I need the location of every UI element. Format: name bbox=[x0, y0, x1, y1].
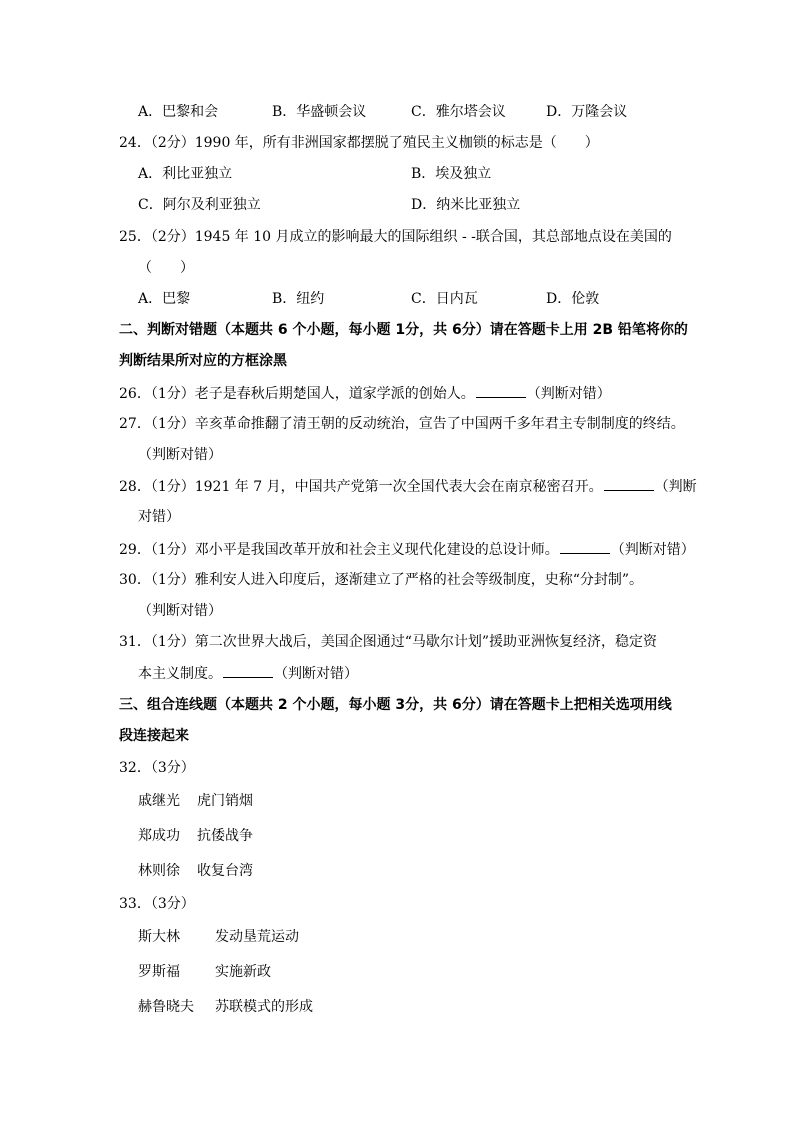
q24-option-a: A．利比亚独立 bbox=[138, 166, 233, 182]
q33-right-3: 苏联模式的形成 bbox=[215, 999, 313, 1015]
q24-option-c: C．阿尔及利亚独立 bbox=[138, 197, 261, 213]
q27-line2: （判断对错） bbox=[138, 447, 222, 463]
q24-stem: 24．（2分）1990 年，所有非洲国家都摆脱了殖民主义枷锁的标志是（ ） bbox=[119, 135, 599, 151]
q25-stem-line2: （ ） bbox=[138, 260, 194, 276]
section3-heading-line2: 段连接起来 bbox=[119, 728, 189, 744]
q26 bbox=[119, 384, 611, 403]
q33-stem: 33．（3分） bbox=[119, 896, 195, 912]
answer-blank bbox=[223, 664, 273, 678]
q27-line1: 27．（1分）辛亥革命推翻了清王朝的反动统治，宣告了中国两千多年君主专制制度的终结。 bbox=[119, 416, 685, 432]
q25-option-d: D．伦敦 bbox=[546, 291, 600, 307]
q30-line2: （判断对错） bbox=[138, 603, 222, 619]
q33-left-3: 赫鲁晓夫 bbox=[138, 999, 194, 1015]
q29 bbox=[119, 540, 695, 559]
q25-stem-line1: 25．（2分）1945 年 10 月成立的影响最大的国际组织 - -联合国，其总部地点设在美国的 bbox=[119, 229, 672, 245]
q29-text: 29．（1分）邓小平是我国改革开放和社会主义现代化建设的总设计师。 bbox=[119, 542, 559, 558]
q33-left-1: 斯大林 bbox=[138, 929, 180, 945]
section2-heading-line1: 二、判断对错题（本题共 6 个小题，每小题 1分，共 6分）请在答题卡上用 2B 铅笔将你的 bbox=[119, 322, 688, 338]
q32-stem: 32．（3分） bbox=[119, 760, 195, 776]
q30-line1: 30．（1分）雅利安人进入印度后，逐渐建立了严格的社会等级制度，史称“分封制”。 bbox=[119, 572, 644, 588]
q32-left-3: 林则徐 bbox=[138, 863, 180, 879]
q28-suffix: （判断 bbox=[654, 479, 697, 495]
q25-option-c: C．日内瓦 bbox=[411, 291, 478, 307]
q23-option-d: D．万隆会议 bbox=[546, 104, 628, 120]
q33-left-2: 罗斯福 bbox=[138, 964, 180, 980]
q25-option-b: B．纽约 bbox=[272, 291, 325, 307]
answer-blank bbox=[560, 540, 610, 554]
q23-option-a: A．巴黎和会 bbox=[138, 104, 219, 120]
q32-right-1: 虎门销烟 bbox=[197, 793, 253, 809]
q28-text: 28．（1分）1921 年 7 月，中国共产党第一次全国代表大会在南京秘密召开。 bbox=[119, 479, 603, 495]
q32-right-3: 收复台湾 bbox=[197, 863, 253, 879]
q32-left-2: 郑成功 bbox=[138, 828, 180, 844]
q33-right-1: 发动垦荒运动 bbox=[215, 929, 299, 945]
answer-blank bbox=[476, 384, 526, 398]
answer-blank bbox=[604, 477, 654, 491]
q24-option-b: B．埃及独立 bbox=[411, 166, 492, 182]
q33-right-2: 实施新政 bbox=[215, 964, 271, 980]
q28-line2: 对错） bbox=[138, 509, 180, 525]
q29-suffix: （判断对错） bbox=[610, 542, 695, 558]
q24-option-d: D．纳米比亚独立 bbox=[411, 197, 521, 213]
section3-heading-line1: 三、组合连线题（本题共 2 个小题，每小题 3分，共 6分）请在答题卡上把相关选项用线 bbox=[119, 697, 672, 713]
q26-text: 26．（1分）老子是春秋后期楚国人，道家学派的创始人。 bbox=[119, 386, 475, 402]
q31-text: 本主义制度。 bbox=[138, 666, 222, 682]
q25-option-a: A．巴黎 bbox=[138, 291, 191, 307]
q32-right-2: 抗倭战争 bbox=[197, 828, 253, 844]
q32-left-1: 戚继光 bbox=[138, 793, 180, 809]
q31-line2 bbox=[138, 664, 358, 683]
q31-line1: 31．（1分）第二次世界大战后，美国企图通过“马歇尔计划”援助亚洲恢复经济，稳定资 bbox=[119, 634, 658, 650]
q28-line1 bbox=[119, 477, 697, 496]
q31-suffix: （判断对错） bbox=[274, 666, 358, 682]
q23-option-c: C．雅尔塔会议 bbox=[411, 104, 506, 120]
q23-option-b: B．华盛顿会议 bbox=[272, 104, 367, 120]
section2-heading-line2: 判断结果所对应的方框涂黑 bbox=[119, 353, 287, 369]
q26-suffix: （判断对错） bbox=[526, 386, 611, 402]
